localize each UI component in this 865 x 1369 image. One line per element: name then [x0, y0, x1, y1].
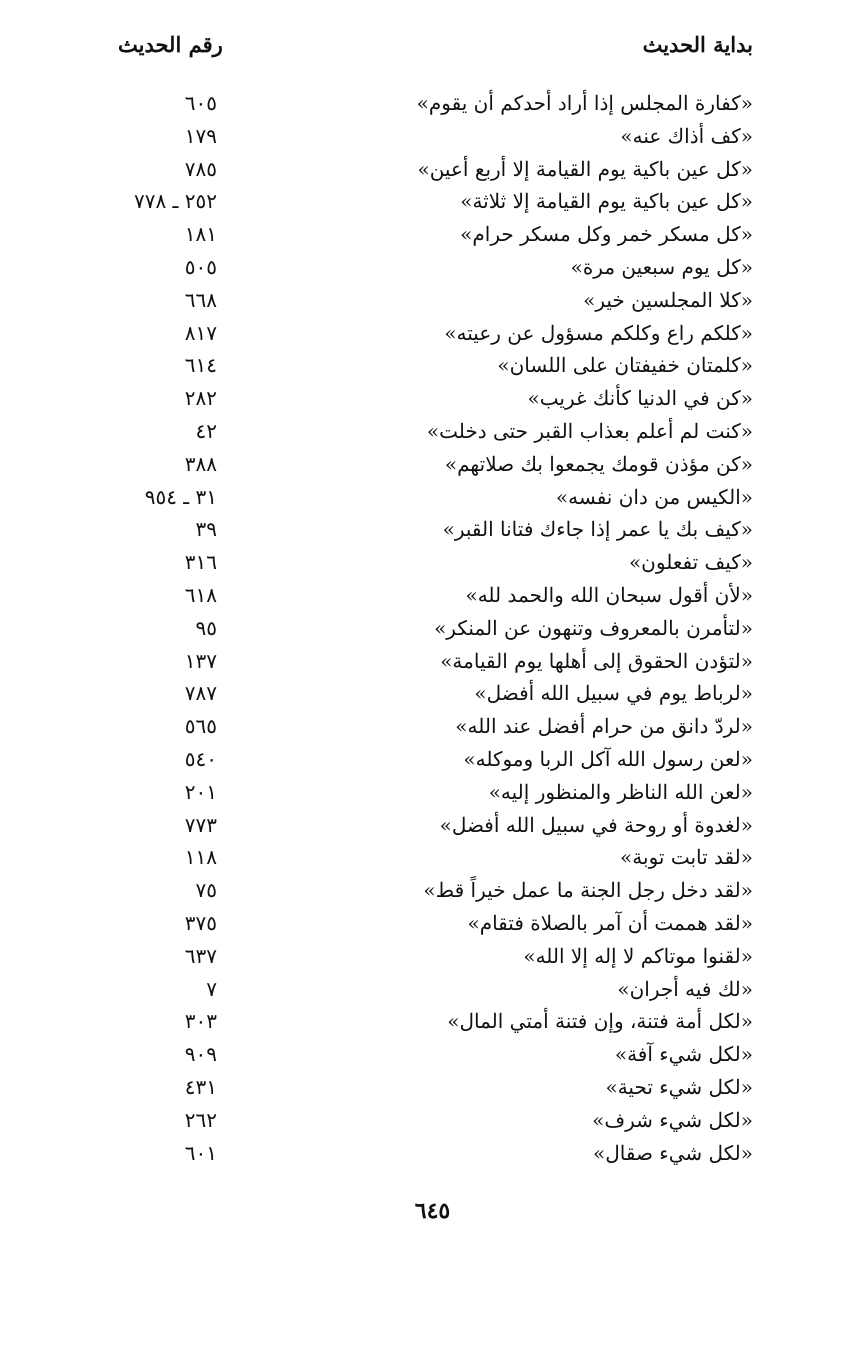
hadith-beginning-text: «لقد دخل رجل الجنة ما عمل خيراً قط»: [423, 878, 753, 903]
hadith-beginning-text: «لكل شيء تحية»: [605, 1074, 753, 1099]
hadith-number: ٢٦٢: [184, 1107, 217, 1132]
hadith-number: ٧: [206, 976, 217, 1001]
hadith-number: ١٣٧: [184, 648, 217, 673]
hadith-beginning-text: «لقد تابت توبة»: [620, 845, 753, 870]
hadith-beginning-text: «كلكم راع وكلكم مسؤول عن رعيته»: [444, 320, 753, 345]
hadith-beginning-text: «كل مسكر خمر وكل مسكر حرام»: [460, 222, 753, 247]
hadith-beginning-text: «كن مؤذن قومك يجمعوا بك صلاتهم»: [444, 451, 753, 476]
index-row: [0, 350, 865, 383]
hadith-number: ٣٧٥: [184, 910, 217, 935]
hadith-number: ٧٧٣: [184, 812, 217, 837]
index-row: [0, 154, 865, 187]
hadith-number: ٦١٨: [184, 582, 217, 607]
hadith-beginning-text: «كل عين باكية يوم القيامة إلا ثلاثة»: [460, 189, 753, 214]
header-hadith-number: رقم الحديث: [118, 32, 223, 57]
hadith-number: ٧٨٧: [184, 681, 217, 706]
hadith-number: ١٧٩: [184, 123, 217, 148]
index-row: [0, 416, 865, 449]
hadith-beginning-text: «لتأمرن بالمعروف وتنهون عن المنكر»: [434, 615, 753, 640]
index-row: [0, 777, 865, 810]
hadith-number: ٣٨٨: [184, 451, 217, 476]
hadith-beginning-text: «كيف بك يا عمر إذا جاءك فتانا القبر»: [442, 517, 753, 542]
hadith-number: ٤٢: [195, 418, 217, 443]
index-row: [0, 1072, 865, 1105]
hadith-number: ٢٥٢ ـ ٧٧٨: [133, 189, 217, 214]
hadith-beginning-text: «كل عين باكية يوم القيامة إلا أربع أعين»: [417, 156, 753, 181]
hadith-beginning-text: «لردّ دانق من حرام أفضل عند الله»: [455, 714, 753, 739]
index-row: [0, 974, 865, 1007]
index-row: [0, 908, 865, 941]
hadith-beginning-text: «لقنوا موتاكم لا إله إلا الله»: [523, 943, 753, 968]
hadith-beginning-text: «الكيس من دان نفسه»: [555, 484, 753, 509]
hadith-number: ٥٤٠: [184, 746, 217, 771]
hadith-beginning-text: «لكل أمة فتنة، وإن فتنة أمتي المال»: [447, 1009, 753, 1034]
hadith-number: ٧٥: [195, 878, 217, 903]
index-row: [0, 88, 865, 121]
hadith-number: ٦٣٧: [184, 943, 217, 968]
index-row: [0, 285, 865, 318]
index-row: [0, 1006, 865, 1039]
index-row: [0, 744, 865, 777]
hadith-beginning-text: «كف أذاك عنه»: [620, 123, 753, 148]
index-row: [0, 711, 865, 744]
hadith-beginning-text: «كلا المجلسين خير»: [583, 287, 753, 312]
hadith-beginning-text: «لكل شيء آفة»: [614, 1042, 753, 1067]
hadith-beginning-text: «كنت لم أعلم بعذاب القبر حتى دخلت»: [426, 418, 753, 443]
hadith-beginning-text: «لتؤدن الحقوق إلى أهلها يوم القيامة»: [440, 648, 753, 673]
index-row: [0, 875, 865, 908]
index-row: [0, 613, 865, 646]
page-header: [0, 32, 865, 62]
hadith-number: ٦٠٥: [184, 91, 217, 115]
index-row: [0, 580, 865, 613]
hadith-beginning-text: «لعن رسول الله آكل الربا وموكله»: [463, 746, 753, 771]
index-row: [0, 842, 865, 875]
hadith-number: ٨١٧: [184, 320, 217, 345]
hadith-beginning-text: «لقد هممت أن آمر بالصلاة فتقام»: [467, 910, 753, 935]
index-row: [0, 482, 865, 515]
index-row: [0, 810, 865, 843]
hadith-index-list: [0, 88, 865, 1170]
index-row: [0, 646, 865, 679]
hadith-beginning-text: «لغدوة أو روحة في سبيل الله أفضل»: [439, 812, 753, 837]
hadith-beginning-text: «لك فيه أجران»: [617, 976, 753, 1001]
index-row: [0, 186, 865, 219]
hadith-number: ٦١٤: [184, 353, 217, 378]
index-row: [0, 219, 865, 252]
hadith-beginning-text: «لعن الله الناظر والمنظور إليه»: [488, 779, 753, 804]
index-row: [0, 1105, 865, 1138]
index-row: [0, 318, 865, 351]
hadith-beginning-text: «كفارة المجلس إذا أراد أحدكم أن يقوم»: [416, 91, 753, 115]
hadith-number: ٣١ ـ ٩٥٤: [144, 484, 217, 509]
hadith-beginning-text: «لكل شيء صقال»: [592, 1140, 753, 1165]
hadith-beginning-text: «كيف تفعلون»: [628, 550, 753, 575]
index-row: [0, 547, 865, 580]
hadith-beginning-text: «كن في الدنيا كأنك غريب»: [527, 386, 753, 411]
hadith-number: ٩٥: [195, 615, 217, 640]
hadith-beginning-text: «كل يوم سبعين مرة»: [570, 254, 753, 279]
hadith-number: ٥٠٥: [184, 254, 217, 279]
hadith-number: ٢٠١: [184, 779, 217, 804]
index-row: [0, 252, 865, 285]
hadith-number: ٢٨٢: [184, 386, 217, 411]
hadith-number: ٦٦٨: [184, 287, 217, 312]
hadith-number: ٩٠٩: [184, 1042, 217, 1067]
index-row: [0, 941, 865, 974]
hadith-number: ٤٣١: [184, 1074, 217, 1099]
hadith-number: ٣١٦: [184, 550, 217, 575]
index-row: [0, 1039, 865, 1072]
hadith-number: ٣٩: [195, 517, 217, 542]
hadith-beginning-text: «لأن أقول سبحان الله والحمد لله»: [465, 582, 753, 607]
hadith-number: ٥٦٥: [184, 714, 217, 739]
hadith-beginning-text: «كلمتان خفيفتان على اللسان»: [497, 353, 753, 378]
index-row: [0, 1138, 865, 1171]
hadith-number: ٣٠٣: [184, 1009, 217, 1034]
index-row: [0, 678, 865, 711]
hadith-beginning-text: «لكل شيء شرف»: [592, 1107, 753, 1132]
hadith-beginning-text: «لرباط يوم في سبيل الله أفضل»: [474, 681, 753, 706]
index-row: [0, 121, 865, 154]
hadith-number: ١١٨: [184, 845, 217, 870]
index-row: [0, 383, 865, 416]
index-row: [0, 514, 865, 547]
hadith-number: ١٨١: [184, 222, 217, 247]
hadith-number: ٧٨٥: [184, 156, 217, 181]
header-hadith-beginning: بداية الحديث: [642, 32, 753, 57]
hadith-number: ٦٠١: [184, 1140, 217, 1165]
page-number: ٦٤٥: [414, 1198, 451, 1224]
index-row: [0, 449, 865, 482]
